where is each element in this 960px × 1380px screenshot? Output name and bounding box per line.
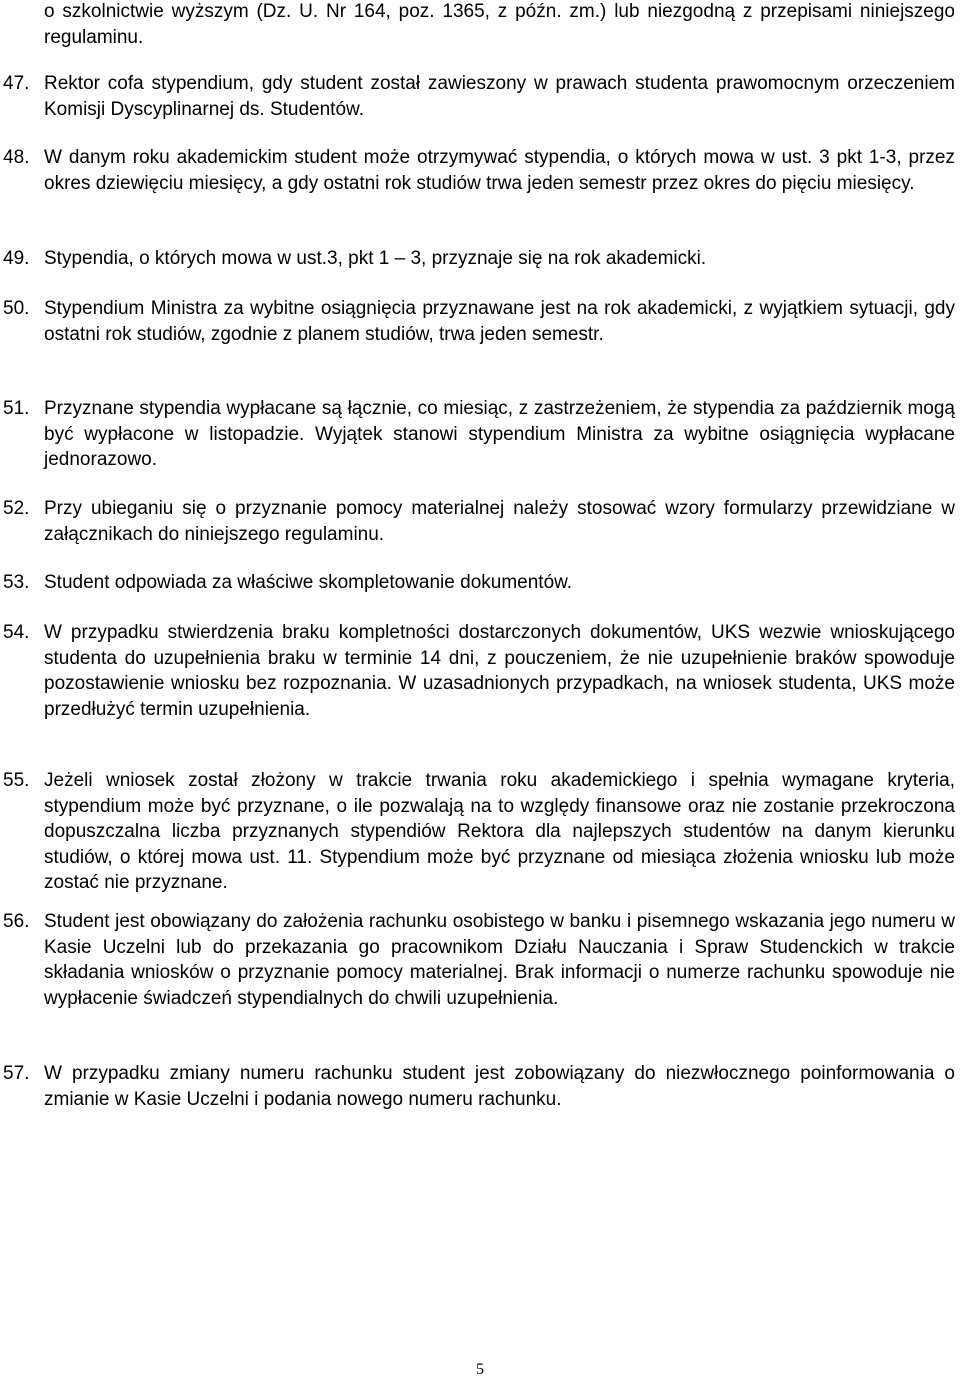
paragraph-number: 52. xyxy=(3,498,30,519)
paragraph-number: 56. xyxy=(3,911,30,932)
paragraph-57 xyxy=(3,1061,955,1112)
paragraph-number: 55. xyxy=(3,770,30,791)
paragraph-text: W przypadku stwierdzenia braku kompletności dostarczonych dokumentów, UKS wezwie wnioskującego studenta do uzupełnienia braku w terminie 14 dni, z pouczeniem, że nie uzupełnienie braków spowoduje pozostawienie wniosku bez rozpoznania. W uzasadnionych przypadkach, na wniosek studenta, UKS może przedłużyć termin uzupełnienia. xyxy=(44,622,955,720)
paragraph-54 xyxy=(3,620,955,722)
paragraph-text: W danym roku akademickim student może otrzymywać stypendia, o których mowa w ust. 3 pkt 1-3, przez okres dziewięciu miesięcy, a gdy ostatni rok studiów trwa jeden semestr przez okres do pięciu miesięcy. xyxy=(44,147,955,194)
paragraph-number: 50. xyxy=(3,298,30,319)
continuation-text: o szkolnictwie wyższym (Dz. U. Nr 164, poz. 1365, z późn. zm.) lub niezgodną z przepisami niniejszego regulaminu. xyxy=(44,1,955,48)
paragraph-number: 51. xyxy=(3,398,30,419)
continuation-paragraph xyxy=(44,0,955,50)
paragraph-number: 57. xyxy=(3,1063,30,1084)
paragraph-number: 47. xyxy=(3,73,30,94)
paragraph-50 xyxy=(3,296,955,347)
page-number: 5 xyxy=(476,1361,484,1378)
paragraph-52 xyxy=(3,496,955,547)
paragraph-number: 54. xyxy=(3,622,30,643)
paragraph-47 xyxy=(3,71,955,122)
paragraph-text: Student jest obowiązany do założenia rachunku osobistego w banku i pisemnego wskazania jego numeru w Kasie Uczelni lub do przekazania go pracownikom Działu Nauczania i Spraw Studenckich w trakcie składania wniosków o przyznanie pomocy materialnej. Brak informacji o numerze rachunku spowoduje nie wypłacenie świadczeń stypendialnych do chwili uzupełnienia. xyxy=(44,911,955,1009)
paragraph-text: Stypendium Ministra za wybitne osiągnięcia przyznawane jest na rok akademicki, z wyjątkiem sytuacji, gdy ostatni rok studiów, zgodnie z planem studiów, trwa jeden semestr. xyxy=(44,298,955,345)
paragraph-text: Stypendia, o których mowa w ust.3, pkt 1 – 3, przyznaje się na rok akademicki. xyxy=(44,248,707,269)
paragraph-text: W przypadku zmiany numeru rachunku student jest zobowiązany do niezwłocznego poinformowania o zmianie w Kasie Uczelni i podania nowego numeru rachunku. xyxy=(44,1063,955,1110)
paragraph-text: Jeżeli wniosek został złożony w trakcie trwania roku akademickiego i spełnia wymagane kryteria, stypendium może być przyznane, o ile pozwalają na to względy finansowe oraz nie zostanie przekroczona dopuszczalna liczba przyznanych stypendiów Rektora dla najlepszych studentów na danym kierunku studiów, o której mowa ust. 11. Stypendium może być przyznane od miesiąca złożenia wniosku lub może zostać nie przyznane. xyxy=(44,770,955,893)
paragraph-55 xyxy=(3,768,955,896)
paragraph-49 xyxy=(3,246,955,272)
paragraph-number: 53. xyxy=(3,572,30,593)
paragraph-text: Student odpowiada za właściwe skompletowanie dokumentów. xyxy=(44,572,573,593)
paragraph-56 xyxy=(3,909,955,1011)
paragraph-number: 49. xyxy=(3,248,30,269)
paragraph-51 xyxy=(3,396,955,473)
paragraph-text: Przyznane stypendia wypłacane są łącznie, co miesiąc, z zastrzeżeniem, że stypendia za październik mogą być wypłacone w listopadzie. Wyjątek stanowi stypendium Ministra za wybitne osiągnięcia wypłacane jednorazowo. xyxy=(44,398,955,470)
paragraph-text: Przy ubieganiu się o przyznanie pomocy materialnej należy stosować wzory formularzy przewidziane w załącznikach do niniejszego regulaminu. xyxy=(44,498,955,545)
paragraph-number: 48. xyxy=(3,147,30,168)
paragraph-53 xyxy=(3,570,955,596)
paragraph-text: Rektor cofa stypendium, gdy student został zawieszony w prawach studenta prawomocnym orzeczeniem Komisji Dyscyplinarnej ds. Studentów. xyxy=(44,73,955,120)
paragraph-48 xyxy=(3,145,955,196)
